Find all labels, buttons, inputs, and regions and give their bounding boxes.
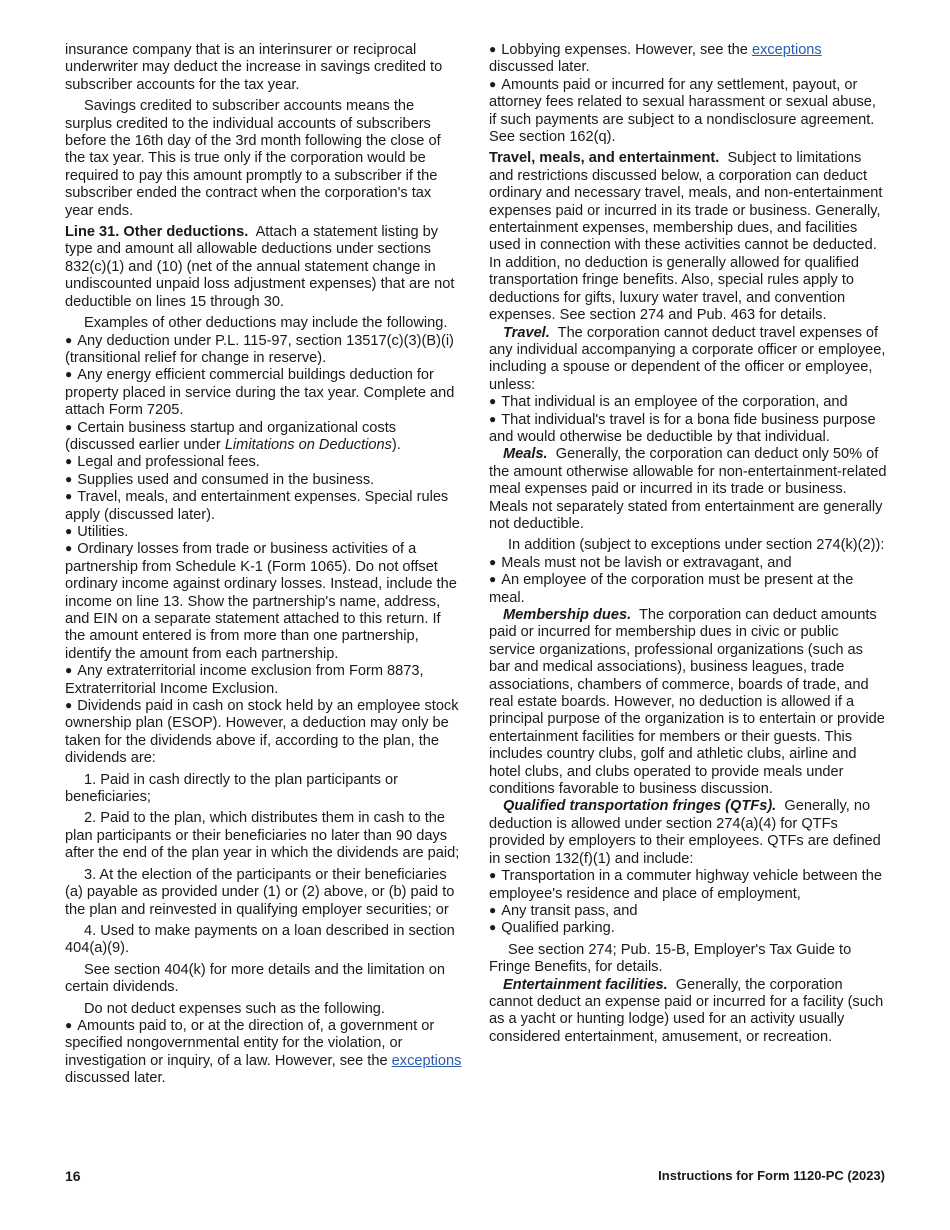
list-item-text: Any deduction under P.L. 115-97, section 13517(c)(3)(B)(i) (transitional relief for change in reserve).: [65, 332, 454, 366]
list-item: [65, 420, 463, 455]
paragraph-text: Subject to limitations and restrictions discussed below, a corporation can deduct ordinary and necessary travel, meals, and non-entertainment expenses paid or incurred in its trade or business. Generally, entertainment expenses, membership dues, and facilities used in connection with these activities cannot be deducted. In addition, no deduction is generally allowed for qualified transportation fringe benefits. Also, special rules apply to deductions for gifts, luxury water travel, and convention expenses. See section 274 and Pub. 463 for details.: [489, 150, 883, 324]
list-item: [65, 663, 463, 698]
list-item-text: Any transit pass, and: [501, 902, 638, 919]
bullet-icon: ●: [65, 367, 73, 382]
list-item-text: Qualified parking.: [501, 920, 615, 937]
bullet-icon: ●: [65, 523, 73, 538]
list-item: [65, 541, 463, 663]
list-item-text: That individual's travel is for a bona fide business purpose and would otherwise be deductible by that individual.: [489, 411, 876, 445]
list-item-text: Any energy efficient commercial buildings deduction for property placed in service during the tax year. Complete and attach Form 7205.: [65, 367, 455, 419]
list-item-text: Transportation in a commuter highway vehicle between the employee's residence and place of employment,: [489, 868, 882, 902]
paragraph-text: Generally, the corporation can deduct only 50% of the amount otherwise allowable for non-entertainment-related meal expenses paid or incurred in its trade or business. Meals not separately stated from entertainment are generally not deductible.: [489, 446, 887, 532]
list-item-text: Amounts paid or incurred for any settlement, payout, or attorney fees related to sexual harassment or sexual abuse, if such payments are subject to a nondisclosure agreement. See section 162(q).: [489, 76, 876, 146]
paragraph: Examples of other deductions may include the following.: [84, 315, 448, 332]
list-item: [489, 868, 887, 903]
list-item: [65, 1018, 463, 1088]
list-item-text: Certain business startup and organizational costs (discussed earlier under: [65, 419, 397, 453]
bullet-icon: ●: [489, 868, 497, 883]
left-column: [65, 42, 463, 1088]
subsection-heading: Travel.: [503, 324, 550, 341]
travel-paragraph: [489, 325, 887, 395]
bullet-icon: ●: [489, 411, 497, 426]
bullet-icon: ●: [489, 920, 497, 935]
section-heading: Line 31. Other deductions.: [65, 224, 249, 241]
list-item: [489, 77, 887, 147]
list-item-text: discussed later.: [65, 1070, 166, 1087]
bullet-icon: ●: [489, 902, 497, 917]
paragraph-text: Generally, no deduction is allowed under section 274(a)(4) for QTFs provided by employers to their employees. QTFs are defined in section 132(f)(1) and include:: [489, 798, 881, 867]
list-item-text: ).: [391, 436, 401, 453]
list-item-text: discussed later.: [489, 59, 590, 76]
page-number: 16: [65, 1168, 81, 1184]
bullet-icon: ●: [65, 663, 73, 678]
paragraph-text: Attach a statement listing by type and amount all allowable deductions under sections 832(c)(1) and (10) (net of the annual statement change in undiscounted unpaid loss adjustment expenses) that are not deductible on lines 15 through 30.: [65, 224, 455, 310]
paragraph: insurance company that is an interinsurer or reciprocal underwriter may deduct the increase in savings credited to subscriber accounts for the tax year.: [65, 42, 443, 93]
list-item-text: Supplies used and consumed in the business.: [77, 471, 375, 488]
subsection-heading: Meals.: [503, 446, 548, 463]
list-item-text: Lobbying expenses. However, see the: [501, 42, 748, 58]
list-item-text: That individual is an employee of the corporation, and: [501, 394, 848, 411]
bullet-icon: ●: [65, 541, 73, 556]
bullet-icon: ●: [65, 1017, 73, 1032]
paragraph-text: The corporation can deduct amounts paid or incurred for membership dues in civic or public service organizations, professional organizations (such as bar and medical associations), business leagues, trade associations, chambers of commerce, boards of trade, and real estate boards. However, no deduction is allowed if a principal purpose of the organization is to entertain or provide entertainment facilities for members or their guests. This includes country clubs, golf and athletic clubs, airline and hotel clubs, and clubs operated to provide meals under conditions favorable to business discussion.: [489, 607, 885, 798]
numbered-item: 4. Used to make payments on a loan described in section 404(a)(9).: [65, 922, 455, 957]
bullet-icon: ●: [65, 419, 73, 434]
list-item: [65, 454, 463, 471]
bullet-icon: ●: [489, 554, 497, 569]
subsection-heading: Membership dues.: [503, 607, 632, 623]
list-item: [489, 394, 887, 411]
entertainment-facilities-paragraph: [489, 977, 887, 1047]
meals-paragraph: [489, 446, 887, 533]
list-item: [489, 412, 887, 447]
list-item-text: Ordinary losses from trade or business activities of a partnership from Schedule K-1 (Form 1065). Do not offset ordinary income against ordinary losses. Instead, include the income on line 13. Show the partnership's name, address, and EIN on a separate statement attached to this return. If the amount entered is from more than one partnership, identify the amount from each partnership.: [65, 541, 457, 662]
numbered-item: 3. At the election of the participants or their beneficiaries (a) payable as provided under (1) or (2) above, or (b) paid to the plan and reinvested in qualifying employer securities; or: [65, 866, 455, 918]
paragraph-text: The corporation cannot deduct travel expenses of any individual accompanying a corporate officer or employee, including a spouse or dependent of the officer or employee, unless:: [489, 324, 886, 393]
list-item: [65, 472, 463, 489]
membership-dues-paragraph: [489, 607, 887, 798]
qtf-paragraph: [489, 798, 887, 868]
list-item: [65, 698, 463, 768]
paragraph: See section 274; Pub. 15-B, Employer's Tax Guide to Fringe Benefits, for details.: [489, 941, 852, 976]
list-item-text: Any extraterritorial income exclusion from Form 8873, Extraterritorial Income Exclusion.: [65, 663, 424, 697]
list-item: [489, 555, 887, 572]
list-item: [489, 572, 887, 607]
paragraph-text: Generally, the corporation cannot deduct an expense paid or incurred for a facility (such as a yacht or hunting lodge) used for an activity usually considered entertainment, amusement, or recreation.: [489, 976, 884, 1045]
bullet-icon: ●: [65, 698, 73, 713]
section-heading: Travel, meals, and entertainment.: [489, 150, 720, 167]
paragraph: In addition (subject to exceptions under section 274(k)(2)):: [508, 537, 885, 554]
list-item: [65, 367, 463, 419]
exceptions-link[interactable]: exceptions: [391, 1052, 462, 1069]
list-item-text: Travel, meals, and entertainment expenses. Special rules apply (discussed later).: [65, 489, 449, 523]
right-column: [489, 42, 887, 1046]
italic-reference: Limitations on Deductions: [224, 436, 392, 453]
bullet-icon: ●: [65, 471, 73, 486]
paragraph: Do not deduct expenses such as the following.: [84, 1000, 385, 1017]
list-item-text: An employee of the corporation must be present at the meal.: [489, 572, 854, 606]
list-item-text: Utilities.: [77, 523, 129, 540]
numbered-item: 2. Paid to the plan, which distributes them in cash to the plan participants or their beneficiaries no later than 90 days after the end of the plan year in which the dividends are paid;: [65, 810, 460, 862]
list-item: [489, 42, 887, 77]
list-item-text: Meals must not be lavish or extravagant, and: [501, 554, 792, 571]
list-item: [65, 489, 463, 524]
list-item: [65, 524, 463, 541]
bullet-icon: ●: [489, 76, 497, 91]
subsection-heading: Qualified transportation fringes (QTFs).: [503, 798, 777, 815]
bullet-icon: ●: [489, 394, 497, 409]
list-item: [489, 920, 887, 937]
bullet-icon: ●: [65, 454, 73, 469]
list-item: [489, 903, 887, 920]
document-title: Instructions for Form 1120-PC (2023): [658, 1168, 885, 1183]
bullet-icon: ●: [489, 572, 497, 587]
bullet-icon: ●: [65, 489, 73, 504]
bullet-icon: ●: [65, 332, 73, 347]
travel-meals-entertainment-paragraph: [489, 150, 887, 324]
bullet-icon: ●: [489, 42, 497, 56]
list-item-text: Dividends paid in cash on stock held by an employee stock ownership plan (ESOP). However, a deduction may only be taken for the dividends above if, according to the plan, the dividends are:: [65, 698, 459, 767]
list-item: [65, 333, 463, 368]
line-31-paragraph: [65, 224, 463, 311]
list-item-text: Legal and professional fees.: [77, 454, 260, 471]
exceptions-link[interactable]: exceptions: [751, 42, 822, 58]
numbered-item: 1. Paid in cash directly to the plan participants or beneficiaries;: [65, 771, 398, 806]
subsection-heading: Entertainment facilities.: [503, 976, 668, 993]
list-item-text: Amounts paid to, or at the direction of, a government or specified nongovernmental entity for the violation, or investigation or inquiry, of a law. However, see the: [65, 1017, 435, 1069]
paragraph: Savings credited to subscriber accounts means the surplus credited to the individual accounts of subscribers before the 16th day of the 3rd month following the close of the tax year. This is true only if the corporation would be required to pay this amount promptly to a subscriber if the subscriber ended the contract when the corporation's tax year ends.: [65, 98, 441, 219]
paragraph: See section 404(k) for more details and the limitation on certain dividends.: [65, 961, 445, 996]
